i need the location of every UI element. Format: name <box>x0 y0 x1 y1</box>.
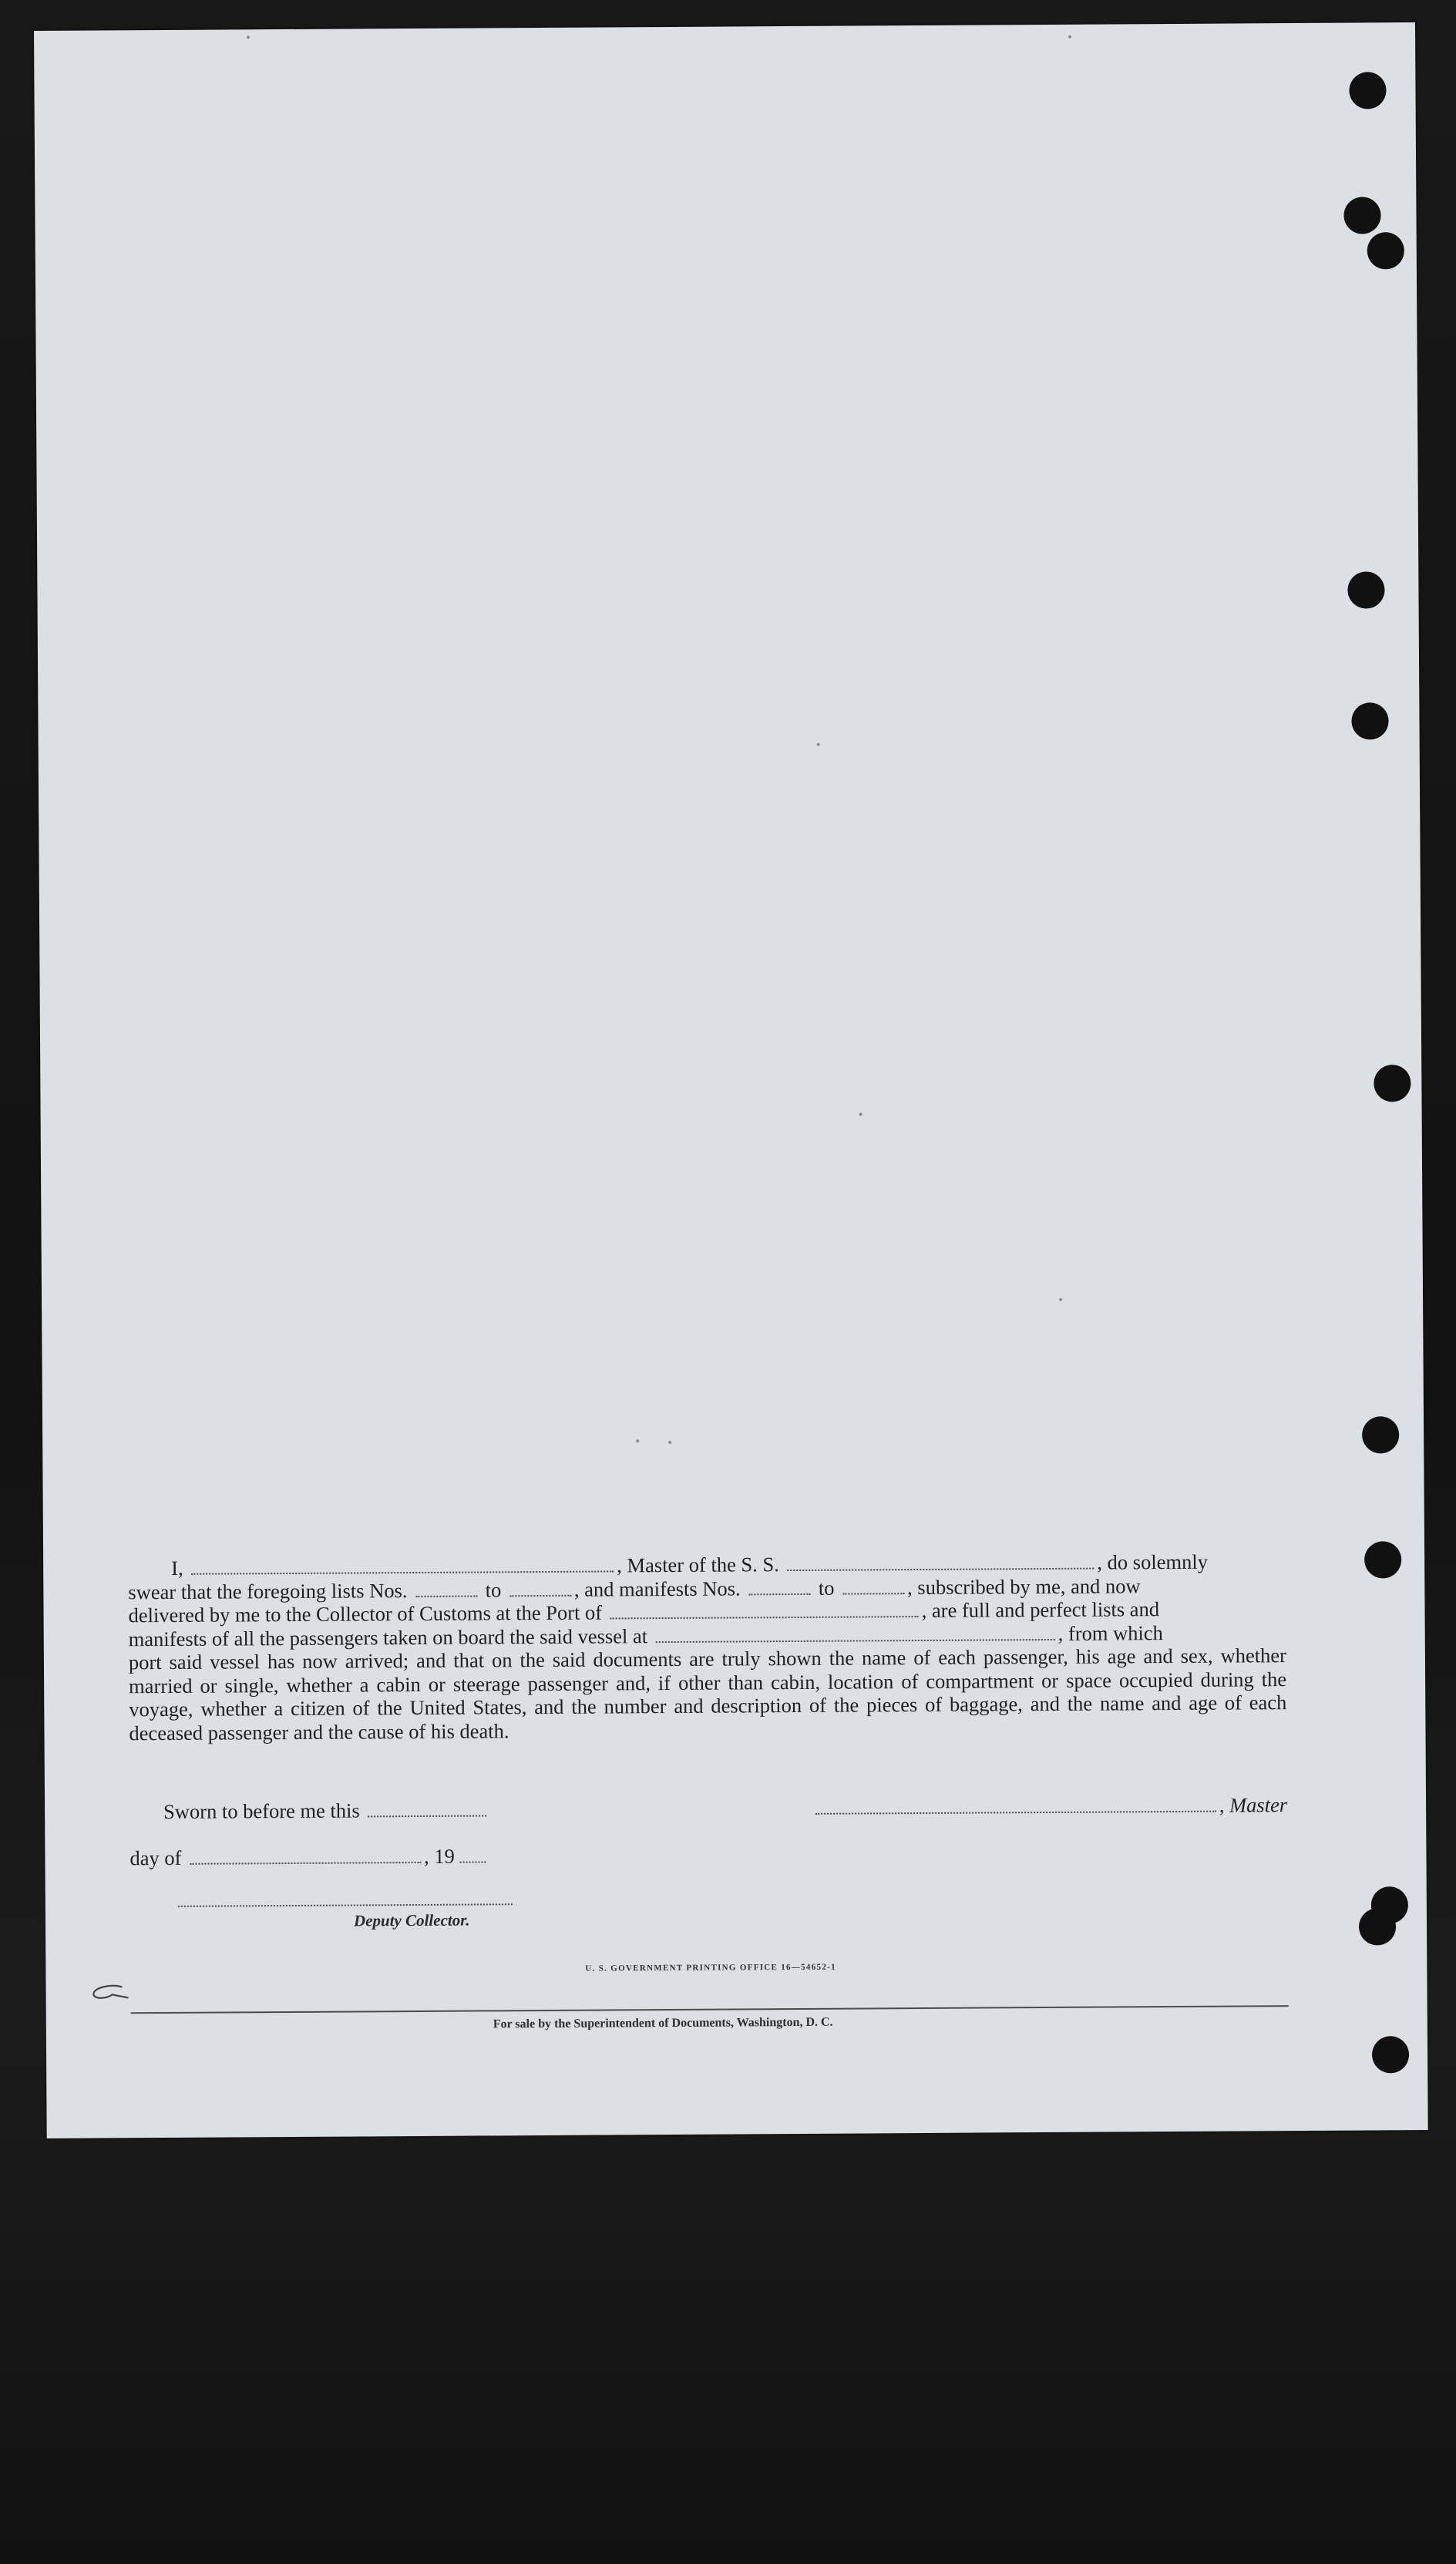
manifest-form-page <box>34 22 1428 2138</box>
scan-speck <box>1068 35 1071 39</box>
oath-text: , are full and perfect lists and <box>921 1597 1160 1623</box>
manifest-from-blank[interactable] <box>748 1579 810 1594</box>
scan-speck <box>1059 1298 1062 1301</box>
scan-speck <box>636 1439 639 1442</box>
punch-hole <box>1359 1908 1396 1945</box>
oath-text: delivered by me to the Collector of Customs at the Port of <box>128 1600 603 1627</box>
punch-hole <box>1374 1065 1411 1102</box>
printer-imprint: U. S. GOVERNMENT PRINTING OFFICE 16—54652-1 <box>585 1962 836 1973</box>
oath-paragraph <box>128 1550 1286 1745</box>
day-text: day of <box>129 1846 182 1870</box>
oath-text: port said vessel has now arrived; and that on the said documents are truly shown the name of each passenger, his age and sex, whether married or single, whether a cabin or steerage passenger and, if other than cabin, location of compartment or space occupied during the voyage, whether a citizen of the United States, and the number and description of the pieces of baggage, and the name and age of each deceased passenger and the cause of his death. <box>128 1644 1287 1745</box>
scan-speck <box>859 1112 863 1115</box>
deputy-collector-signature-line[interactable] <box>178 1903 513 1907</box>
punch-hole <box>1351 702 1388 739</box>
punch-hole <box>1372 2036 1409 2073</box>
oath-text: swear that the foregoing lists Nos. <box>128 1578 408 1603</box>
scan-speck <box>668 1441 671 1444</box>
punch-hole <box>1367 232 1404 269</box>
oath-text: , Master of the S. S. <box>617 1553 779 1577</box>
year-blank[interactable] <box>459 1847 486 1862</box>
scan-speck <box>817 743 820 746</box>
sworn-row <box>129 1793 1288 1824</box>
deputy-collector-label: Deputy Collector. <box>353 1910 470 1930</box>
port-blank[interactable] <box>610 1602 919 1619</box>
sworn-left <box>163 1798 489 1824</box>
oath-text: I, <box>171 1556 183 1580</box>
oath-text: , subscribed by me, and now <box>907 1573 1141 1599</box>
master-signature <box>812 1793 1288 1820</box>
month-blank[interactable] <box>190 1848 421 1865</box>
sale-notice: For sale by the Superintendent of Documents, Washington, D. C. <box>493 2015 833 2031</box>
scan-speck <box>247 35 250 39</box>
manifest-to-blank[interactable] <box>842 1579 904 1594</box>
oath-text: , from which <box>1058 1620 1163 1645</box>
punch-hole <box>1347 571 1384 608</box>
day-row <box>129 1844 489 1870</box>
punch-hole <box>1362 1416 1399 1453</box>
master-label: , Master <box>1219 1793 1288 1817</box>
list-from-blank[interactable] <box>415 1581 477 1597</box>
master-name-blank[interactable] <box>191 1556 614 1574</box>
oath-text: to <box>485 1577 502 1601</box>
punch-hole <box>1364 1541 1401 1578</box>
departure-port-blank[interactable] <box>656 1624 1055 1642</box>
year-text: , 19 <box>423 1844 455 1868</box>
sworn-text: Sworn to before me this <box>163 1799 360 1824</box>
list-to-blank[interactable] <box>509 1580 571 1596</box>
oath-text: , and manifests Nos. <box>573 1576 741 1601</box>
oath-text: manifests of all the passengers taken on board the said vessel at <box>128 1624 648 1650</box>
vessel-name-blank[interactable] <box>787 1554 1094 1571</box>
punch-hole <box>1343 197 1380 234</box>
oath-text: , do solemnly <box>1097 1550 1209 1574</box>
punch-hole <box>1349 72 1386 109</box>
footer-rule <box>131 2005 1289 2014</box>
oath-text: to <box>818 1576 835 1600</box>
sworn-day-blank[interactable] <box>368 1801 486 1817</box>
master-signature-blank[interactable] <box>815 1797 1216 1815</box>
handwritten-mark <box>89 1982 135 2013</box>
